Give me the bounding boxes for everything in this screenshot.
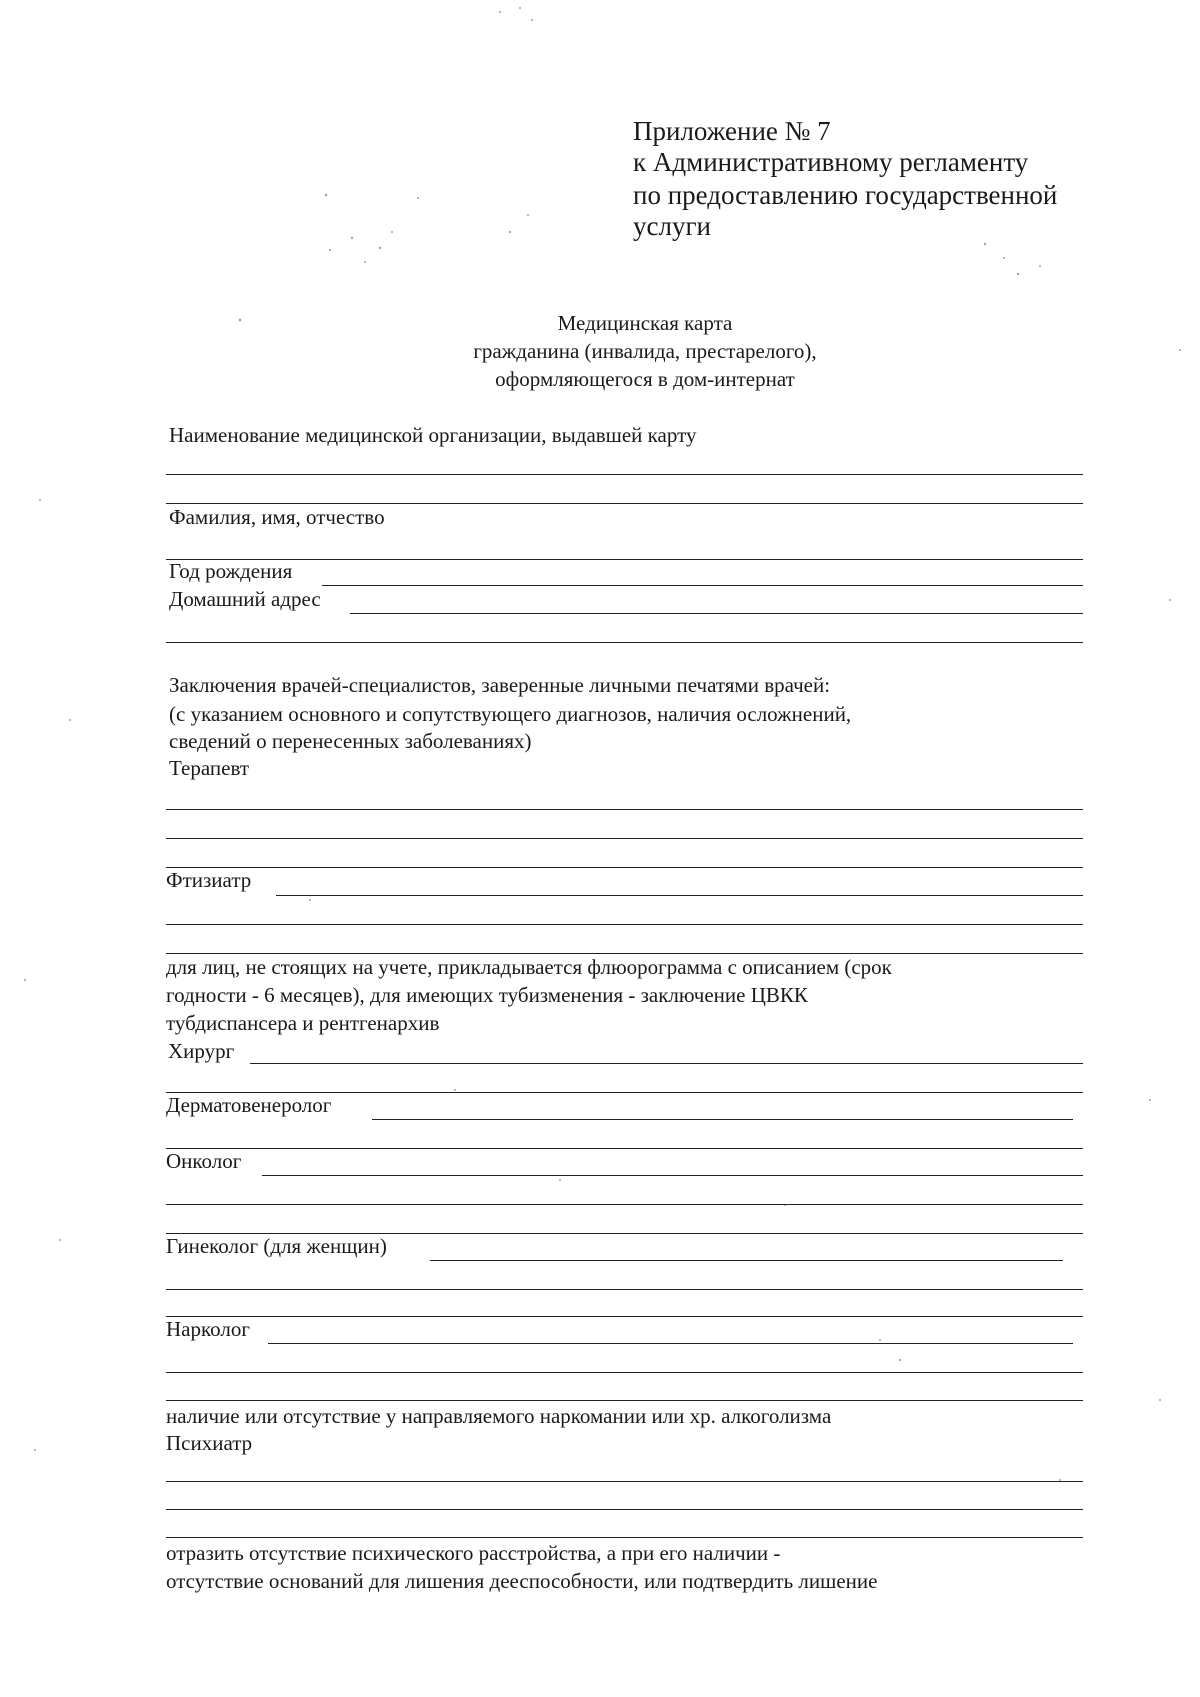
surgeon-label: Хирург: [168, 1039, 235, 1063]
gynecologist-line[interactable]: [166, 1289, 1083, 1290]
psychiatrist-line[interactable]: [166, 1509, 1083, 1510]
full-name-line[interactable]: [166, 559, 1083, 560]
dermatovenerologist-label: Дерматовенеролог: [166, 1093, 332, 1117]
oncologist-label: Онколог: [166, 1149, 242, 1173]
conclusions-heading: Заключения врачей-специалистов, заверенные личными печатями врачей:: [169, 673, 831, 697]
home-address-line[interactable]: [350, 613, 1083, 614]
conclusions-note: сведений о перенесенных заболеваниях): [169, 729, 532, 753]
therapist-line[interactable]: [166, 867, 1083, 868]
narcologist-line[interactable]: [166, 1400, 1083, 1401]
phthisiatrician-label: Фтизиатр: [166, 868, 252, 892]
document-subtitle: оформляющегося в дом-интернат: [495, 367, 795, 391]
annex-reference: услуги: [633, 211, 711, 241]
narcologist-label: Нарколог: [166, 1317, 250, 1341]
org-name-label: Наименование медицинской организации, выдавшей карту: [169, 423, 697, 447]
conclusions-note: (с указанием основного и сопутствующего диагнозов, наличия осложнений,: [169, 702, 852, 726]
document-title: Медицинская карта: [557, 311, 733, 335]
narcology-note: наличие или отсутствие у направляемого наркомании или хр. алкоголизма: [166, 1404, 832, 1428]
fluorography-note: годности - 6 месяцев), для имеющих тубизменения - заключение ЦВКК: [166, 983, 808, 1007]
psychiatry-note: отразить отсутствие психического расстройства, а при его наличии -: [166, 1541, 781, 1565]
oncologist-line[interactable]: [262, 1175, 1083, 1176]
oncologist-line[interactable]: [166, 1204, 1083, 1205]
therapist-label: Терапевт: [169, 756, 250, 780]
surgeon-line[interactable]: [250, 1063, 1083, 1064]
document-subtitle: гражданина (инвалида, престарелого),: [473, 339, 817, 363]
annex-reference: к Административному регламенту: [633, 147, 1029, 177]
dermatovenerologist-line[interactable]: [372, 1119, 1073, 1120]
full-name-label: Фамилия, имя, отчество: [169, 505, 385, 529]
org-name-line[interactable]: [166, 474, 1083, 475]
birth-year-line[interactable]: [322, 585, 1083, 586]
narcologist-line[interactable]: [268, 1343, 1073, 1344]
annex-reference: по предоставлению государственной: [633, 180, 1058, 210]
fluorography-note: тубдиспансера и рентгенархив: [166, 1011, 440, 1035]
psychiatry-note: отсутствие оснований для лишения дееспособности, или подтвердить лишение: [166, 1569, 878, 1593]
psychiatrist-line[interactable]: [166, 1481, 1083, 1482]
annex-number: Приложение № 7: [633, 116, 831, 146]
narcologist-line[interactable]: [166, 1372, 1083, 1373]
therapist-line[interactable]: [166, 838, 1083, 839]
home-address-label: Домашний адрес: [169, 587, 321, 611]
gynecologist-line[interactable]: [430, 1260, 1063, 1261]
phthisiatrician-line[interactable]: [276, 895, 1083, 896]
dermatovenerologist-line[interactable]: [166, 1148, 1083, 1149]
birth-year-label: Год рождения: [169, 559, 293, 583]
fluorography-note: для лиц, не стоящих на учете, прикладывается флюорограмма с описанием (срок: [166, 955, 892, 979]
psychiatrist-label: Психиатр: [166, 1431, 253, 1455]
gynecologist-label: Гинеколог (для женщин): [166, 1234, 387, 1258]
therapist-line[interactable]: [166, 809, 1083, 810]
home-address-line[interactable]: [166, 642, 1083, 643]
phthisiatrician-line[interactable]: [166, 924, 1083, 925]
psychiatrist-line[interactable]: [166, 1537, 1083, 1538]
gynecologist-line[interactable]: [166, 1316, 1083, 1317]
